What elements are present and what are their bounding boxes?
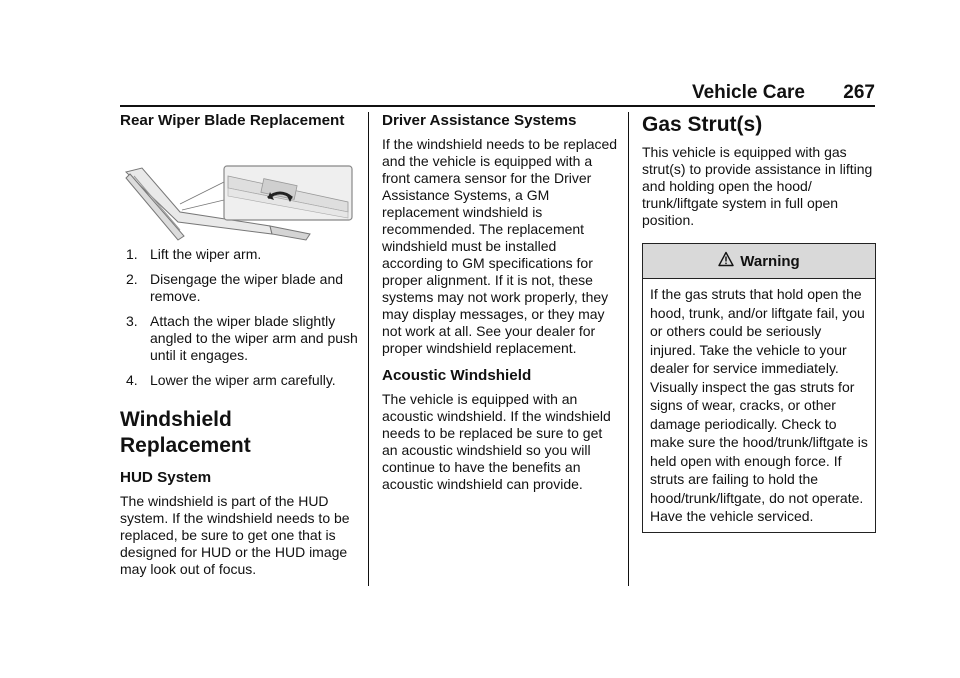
page-header — [120, 82, 875, 106]
acoustic-text: The vehicle is equipped with an acoustic windshield. If the windshield needs to be replaced be sure to get an acoustic windshield so you will continue to have the benefits an acoustic windshield can provide. — [382, 391, 611, 492]
column-left — [120, 112, 360, 578]
step-text: Lower the wiper arm carefully. — [150, 372, 336, 388]
header-rule — [120, 105, 875, 107]
wiper-steps — [120, 246, 360, 389]
hud-system-text: The windshield is part of the HUD system. If the windshield needs to be replaced, be sure to get one that is designed for HUD or the HUD image may look out of focus. — [120, 493, 350, 577]
page-number: 267 — [843, 82, 875, 103]
column-divider-2 — [628, 112, 629, 586]
windshield-replacement-heading: Windshield Replacement — [120, 408, 251, 457]
column-divider-1 — [368, 112, 369, 586]
step-number: 4. — [126, 372, 138, 388]
step-text: Attach the wiper blade slightly angled to the wiper arm and push until it engages. — [150, 313, 358, 363]
gas-strut-text: This vehicle is equipped with gas strut(s) to provide assistance in lifting and holding open the hood/ trunk/liftgate system in full open position. — [642, 144, 873, 228]
das-heading: Driver Assistance Systems — [382, 112, 577, 129]
section-title: Vehicle Care — [691, 82, 805, 103]
hud-system-heading: HUD System — [120, 469, 212, 486]
warning-triangle-icon — [718, 251, 734, 271]
list-item — [120, 271, 360, 305]
rear-wiper-illustration — [120, 142, 356, 242]
warning-box — [642, 243, 876, 533]
column-middle — [382, 112, 618, 493]
warning-label: Warning — [740, 252, 800, 270]
list-item — [120, 372, 360, 389]
column-right — [642, 112, 876, 533]
gas-strut-heading: Gas Strut(s) — [642, 113, 763, 136]
warning-body — [643, 279, 875, 532]
list-item — [120, 246, 360, 263]
step-text: Disengage the wiper blade and remove. — [150, 271, 344, 304]
warning-text: If the gas struts that hold open the hood, trunk, and/or liftgate fail, you or others could be seriously injured. Take the vehicle to your dealer for service immediately. Visually inspect the gas struts for signs of wear, cracks, or other damage periodically. Check to make sure the hood/trunk/liftgate is held open with enough force. If struts are failing to hold the hood/trunk/liftgate, do not operate. Have the vehicle serviced. — [650, 286, 868, 524]
acoustic-heading: Acoustic Windshield — [382, 367, 532, 384]
step-number: 3. — [126, 313, 138, 329]
list-item — [120, 313, 360, 364]
step-number: 1. — [126, 246, 138, 262]
das-text: If the windshield needs to be replaced and the vehicle is equipped with a front camera sensor for the Driver Assistance Systems, a GM replacement windshield is recommended. The replacement windshield must be installed according to GM specifications for proper alignment. If it is not, these systems may not work properly, they may display messages, or they may not work at all. See your dealer for proper windshield replacement. — [382, 136, 618, 356]
warning-header — [643, 244, 875, 279]
rear-wiper-heading: Rear Wiper Blade Replacement — [120, 112, 345, 129]
step-text: Lift the wiper arm. — [150, 246, 262, 262]
step-number: 2. — [126, 271, 138, 287]
